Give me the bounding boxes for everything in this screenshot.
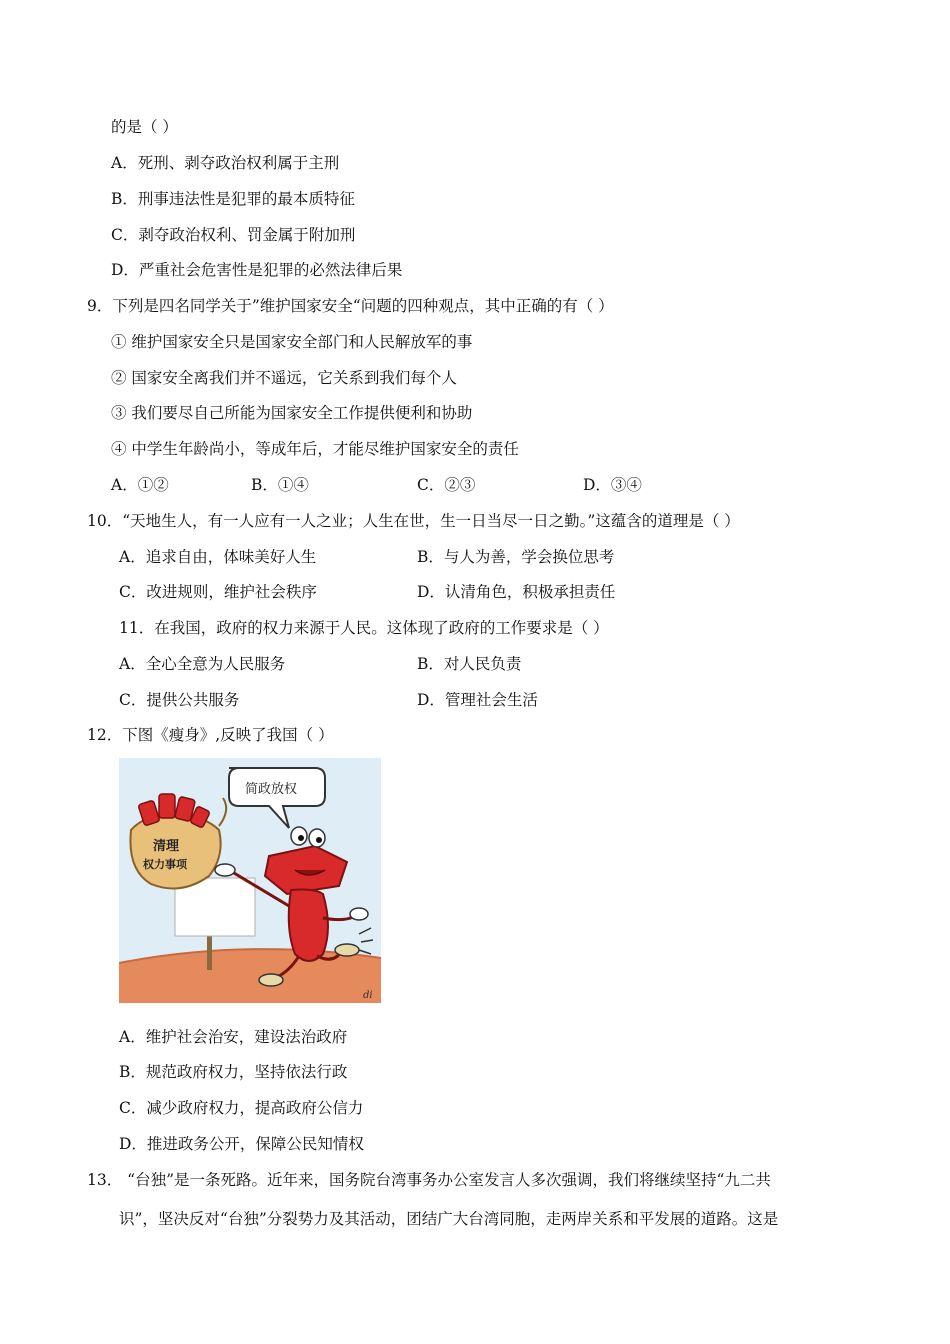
artist-signature: di bbox=[363, 990, 373, 1001]
slimming-cartoon bbox=[119, 758, 381, 1003]
q13-line1: 13． “台独”是一条死路。近年来，国务院台湾事务办公室发言人多次强调，我们将继续坚持“九二共 bbox=[87, 1171, 771, 1189]
q10-option-d: D．认清角色，积极承担责任 bbox=[417, 583, 616, 601]
q11-option-d: D．管理社会生活 bbox=[417, 691, 538, 709]
q12-option-c: C．减少政府权力，提高政府公信力 bbox=[119, 1099, 364, 1117]
q9-option-b: B．①④ bbox=[251, 476, 309, 494]
q10-option-b: B．与人为善，学会换位思考 bbox=[417, 548, 615, 566]
q13-line2: 识”，坚决反对“台独”分裂势力及其活动，团结广大台湾同胞，走两岸关系和平发展的道路。这是 bbox=[119, 1210, 779, 1228]
sack-label-line2: 权力事项 bbox=[143, 858, 187, 871]
q9-option-c: C．②③ bbox=[417, 476, 476, 494]
q9-statement-4: ④ 中学生年龄尚小，等成年后，才能尽维护国家安全的责任 bbox=[111, 440, 519, 458]
q9-statement-1: ① 维护国家安全只是国家安全部门和人民解放军的事 bbox=[111, 333, 473, 351]
q8-option-a: A．死刑、剥夺政治权利属于主刑 bbox=[111, 154, 340, 172]
q12-option-a: A．维护社会治安，建设法治政府 bbox=[119, 1028, 348, 1046]
q12-option-b: B．规范政府权力，坚持依法行政 bbox=[119, 1063, 348, 1081]
speech-text: 简政放权 bbox=[245, 782, 298, 797]
q10-option-a: A．追求自由，体味美好人生 bbox=[119, 548, 317, 566]
q12-stem: 12．下图《瘦身》,反映了我国（ ） bbox=[87, 726, 334, 744]
q11-option-a: A．全心全意为人民服务 bbox=[119, 655, 286, 673]
q9-option-d: D．③④ bbox=[583, 476, 642, 494]
sack-label-line1: 清理 bbox=[153, 839, 180, 854]
q9-statement-3: ③ 我们要尽自己所能为国家安全工作提供便利和协助 bbox=[111, 404, 473, 422]
q11-stem: 11．在我国，政府的权力来源于人民。这体现了政府的工作要求是（ ） bbox=[119, 619, 609, 637]
q8-stem-tail: 的是（ ） bbox=[111, 118, 178, 136]
q10-option-c: C．改进规则，维护社会秩序 bbox=[119, 583, 317, 601]
q9-statement-2: ② 国家安全离我们并不遥远，它关系到我们每个人 bbox=[111, 369, 457, 387]
q9-stem: 9．下列是四名同学关于”维护国家安全“问题的四种观点，其中正确的有（ ） bbox=[87, 297, 614, 315]
q8-option-d: D．严重社会危害性是犯罪的必然法律后果 bbox=[111, 261, 403, 279]
q10-stem: 10．“天地生人，有一人应有一人之业；人生在世，生一日当尽一日之勤。”这蕴含的道理是（ ） bbox=[87, 512, 740, 530]
q8-option-b: B．刑事违法性是犯罪的最本质特征 bbox=[111, 190, 355, 208]
q12-option-d: D．推进政务公开，保障公民知情权 bbox=[119, 1135, 364, 1153]
q8-option-c: C．剥夺政治权利、罚金属于附加刑 bbox=[111, 226, 356, 244]
q9-option-a: A．①② bbox=[111, 476, 169, 494]
q11-option-b: B．对人民负责 bbox=[417, 655, 522, 673]
q11-option-c: C．提供公共服务 bbox=[119, 691, 240, 709]
